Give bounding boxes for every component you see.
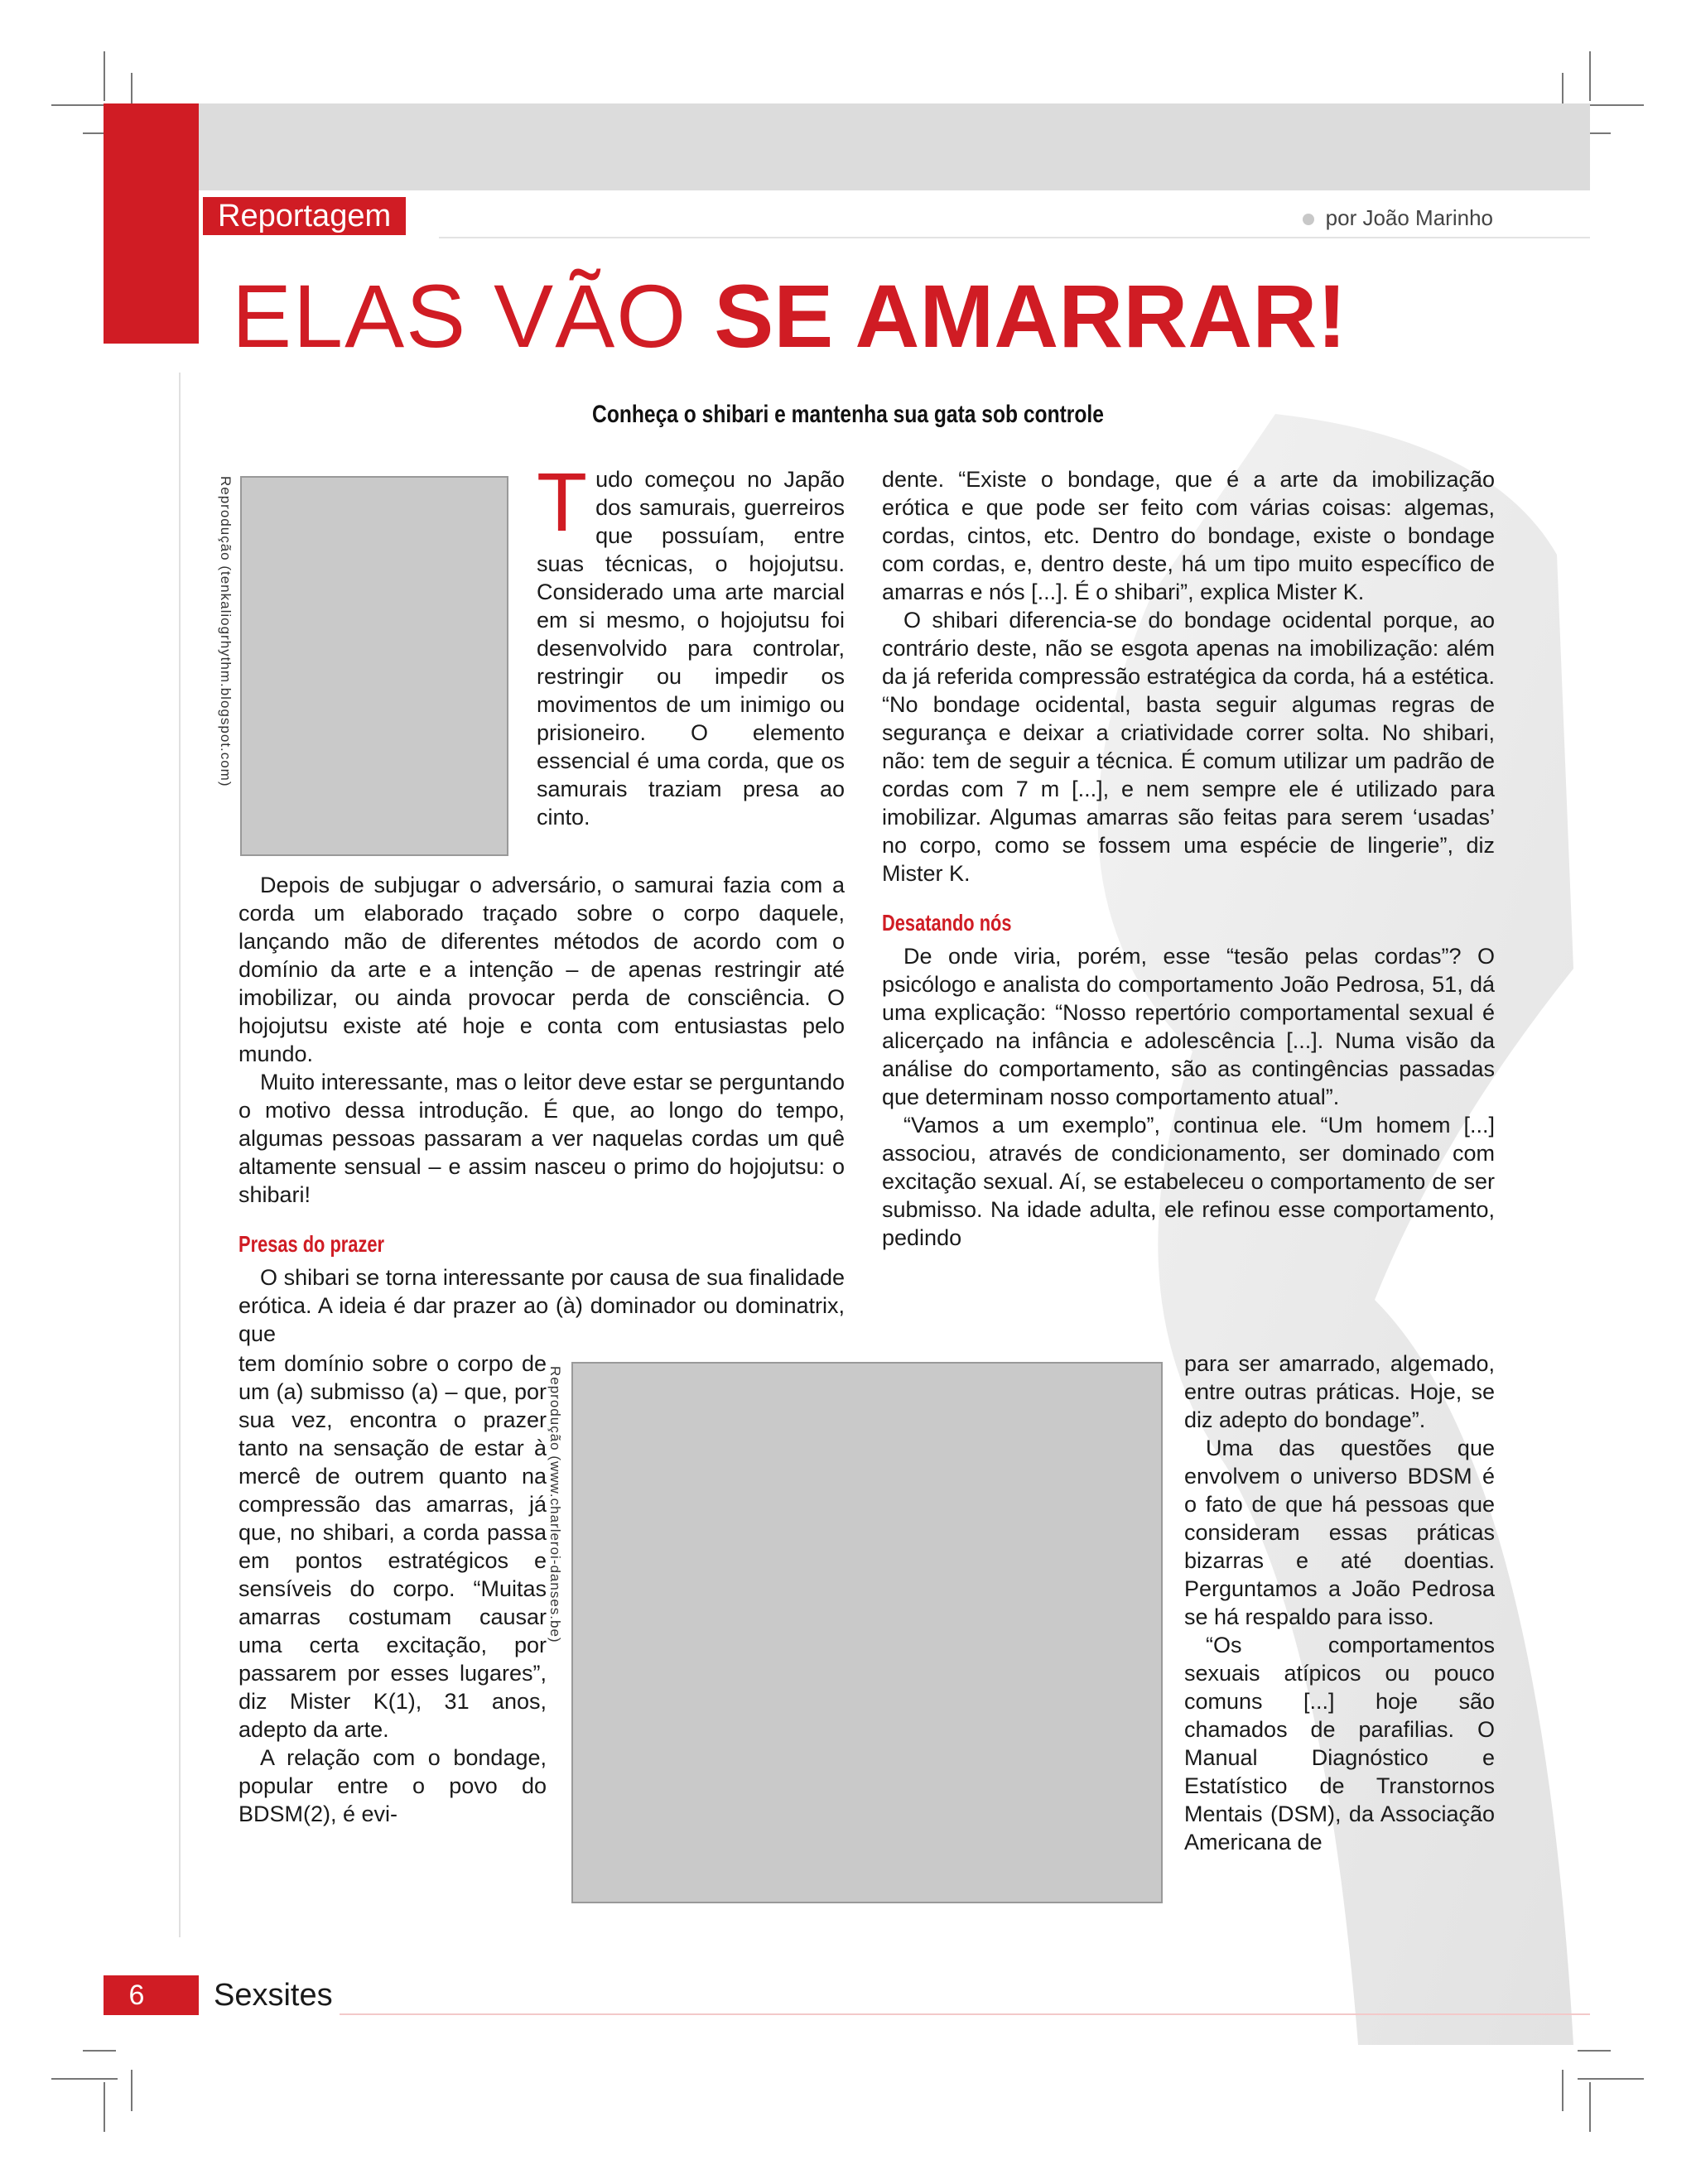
magazine-name: Sexsites [214, 1978, 333, 2013]
crop-mark [131, 2070, 132, 2111]
crop-mark [104, 2082, 105, 2132]
subheading: Presas do prazer [238, 1231, 385, 1257]
photo-credit: Reprodução (www.charleroi-danses.be) [547, 1366, 563, 1643]
paragraph: “Vamos a um exemplo”, continua ele. “Um homem [...] associou, através de condicionamento, ser dominado com excitação sexual. Aí, se estabeleceu o comportamento de ser submisso. Na idade adulta, ele refinou esse comportamento, pedindo [882, 1113, 1495, 1250]
margin-rule [179, 373, 181, 1937]
article-column [238, 871, 845, 1348]
paragraph: “Os comportamentos sexuais atípicos ou pouco comuns [...] hoje são chamados de parafilias. O Manual Diagnóstico e Estatístico de Transtornos Mentais (DSM), da Associação Americana de [1184, 1633, 1495, 1854]
title-bold: SE AMARRAR! [714, 266, 1347, 366]
paragraph: para ser amarrado, algemado, entre outras práticas. Hoje, se diz adepto do bondage”. [1184, 1351, 1495, 1432]
footer-rule [340, 2013, 1590, 2015]
article-column [882, 465, 1495, 1252]
byline [1303, 205, 1493, 231]
crop-mark [1562, 2070, 1564, 2111]
title-light: ELAS VÃO [232, 266, 715, 366]
paragraph: udo começou no Japão dos samurais, guerreiros que possuíam, entre suas técnicas, o hojojutsu. Considerado uma arte marcial em si mesmo, o hojojutsu foi desenvolvido para controlar, restringir ou impedir os movimentos de um inimigo ou prisioneiro. O elemento essencial é uma corda, que os samurais traziam presa ao cinto. [537, 467, 845, 830]
article-column [238, 1349, 547, 1828]
article-subtitle: Conheça o shibari e mantenha sua gata sob controle [592, 401, 1104, 428]
paragraph: tem domínio sobre o corpo de um (a) submisso (a) – que, por sua vez, encontra o prazer tanto na sensação de estar à mercê de outrem quanto na compressão das amarras, já que, no shibari, a corda passa em pontos estratégicos e sensíveis do corpo. “Muitas amarras costumam causar uma certa excitação, por passarem por esses lugares”, diz Mister K(1), 31 anos, adepto da arte. [238, 1351, 547, 1742]
header-band [199, 103, 1590, 190]
paragraph: O shibari se torna interessante por causa de sua finalidade erótica. A ideia é dar prazer ao (à) dominador ou dominatrix, que [238, 1265, 845, 1346]
paragraph: Muito interessante, mas o leitor deve estar se perguntando o motivo dessa introdução. É que, ao longo do tempo, algumas pessoas passaram a ver naquelas cordas um quê altamente sensual – e assim nasceu o primo do hojojutsu: o shibari! [238, 1070, 845, 1207]
drop-cap: T [537, 456, 588, 549]
header-rule [439, 237, 1590, 238]
paragraph: Depois de subjugar o adversário, o samurai fazia com a corda um elaborado traçado sobre o corpo daquele, lançando mão de diferentes métodos de acordo com o domínio da arte e a intenção – de apenas restringir até imobilizar, ou ainda provocar perda de consciência. O hojojutsu existe até hoje e conta com entusiastas pelo mundo. [238, 873, 845, 1066]
paragraph: De onde viria, porém, esse “tesão pelas cordas”? O psicólogo e analista do comportamento João Pedrosa, 51, dá uma explicação: “Nosso repertório comportamental sexual é alicerçado na infância e adolescência [...]. Numa visão da análise do comportamento, são as contingências passadas que determinam nosso comportamento atual”. [882, 944, 1495, 1109]
article-column [1184, 1349, 1495, 1856]
crop-mark [1589, 51, 1591, 101]
bullet-icon [1303, 214, 1314, 225]
crop-mark [104, 51, 105, 101]
paragraph: O shibari diferencia-se do bondage ocidental porque, ao contrário deste, não se esgota apenas na imobilização: além da já referida compressão estratégica da corda, há a estética. “No bondage ocidental, basta seguir algumas regras de segurança e deixar a criatividade correr solta. No shibari, não: tem de seguir a técnica. É comum utilizar um padrão de cordas com 7 m [...], e nem sempre ele é utilizado para imobilizar. Algumas amarras são feitas para serem ‘usadas’ no corpo, como se fossem uma espécie de lingerie”, diz Mister K. [882, 608, 1495, 886]
crop-mark [1578, 2078, 1644, 2080]
paragraph: A relação com o bondage, popular entre o povo do BDSM(2), é evi- [238, 1745, 547, 1826]
paragraph: dente. “Existe o bondage, que é a arte da imobilização erótica e que pode ser feito com várias coisas: algemas, cordas, cintos, etc. Dentro do bondage, existe o bondage com cordas, e, dentro deste, há um tipo muito específico de amarras e nós [...]. É o shibari”, explica Mister K. [882, 467, 1495, 604]
section-tag: Reportagem [203, 197, 406, 235]
crop-mark [1589, 2082, 1591, 2132]
article-column [537, 456, 845, 831]
photo-placeholder [240, 476, 508, 856]
article-title [232, 267, 1347, 366]
photo-credit: Reprodução (tenkaliogrhythm.blogspot.com) [218, 476, 234, 787]
photo-placeholder [571, 1362, 1163, 1903]
page-number: 6 [128, 1980, 145, 2011]
header-accent-bar [104, 103, 199, 344]
crop-mark [83, 2050, 116, 2052]
subheading: Desatando nós [882, 910, 1012, 936]
paragraph: Uma das questões que envolvem o universo BDSM é o fato de que há pessoas que consideram essas práticas bizarras e até doentias. Perguntamos a João Pedrosa se há respaldo para isso. [1184, 1436, 1495, 1629]
byline-text: por João Marinho [1325, 205, 1493, 230]
crop-mark [51, 2078, 118, 2080]
